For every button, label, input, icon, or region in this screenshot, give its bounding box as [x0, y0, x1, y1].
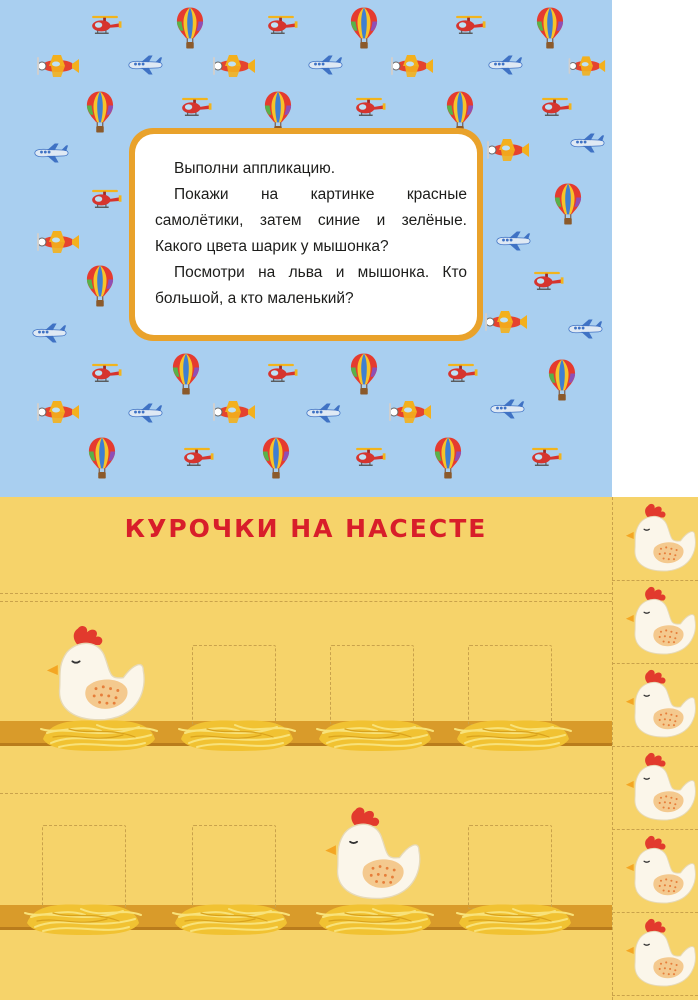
activity-title: КУРОЧКИ НА НАСЕСТЕ [124, 514, 488, 543]
hen-icon [320, 805, 426, 905]
propeller-plane-icon [484, 136, 530, 164]
propeller-plane-icon [34, 52, 80, 80]
instruction-line-2: Покажи на картинке красные самолётики, затем синие и зелёные. Какого цвета шарик у мышонка? [155, 186, 467, 255]
instruction-text [155, 156, 467, 312]
nest-icon [314, 897, 436, 937]
jet-plane-icon [126, 54, 164, 76]
jet-plane-icon [568, 132, 606, 154]
hot-air-balloon-icon [554, 182, 582, 226]
hen-sticker[interactable] [612, 497, 698, 581]
jet-plane-icon [304, 402, 342, 424]
hot-air-balloon-icon [434, 436, 462, 480]
hot-air-balloon-icon [86, 264, 114, 308]
propeller-plane-icon [210, 52, 256, 80]
guide-line-top [0, 593, 612, 594]
hot-air-balloon-icon [176, 6, 204, 50]
helicopter-icon [176, 96, 214, 118]
jet-plane-icon [488, 398, 526, 420]
guide-line-top-2 [0, 601, 612, 602]
propeller-plane-icon [210, 398, 256, 426]
helicopter-icon [350, 96, 388, 118]
propeller-plane-icon [34, 228, 80, 256]
helicopter-icon [350, 446, 388, 468]
propeller-plane-icon [388, 52, 434, 80]
helicopter-icon [262, 362, 300, 384]
helicopter-icon [442, 362, 480, 384]
hen-sticker[interactable] [612, 580, 698, 664]
hot-air-balloon-icon [262, 436, 290, 480]
helicopter-icon [178, 446, 216, 468]
nest-icon [452, 713, 574, 753]
jet-plane-icon [494, 230, 532, 252]
propeller-plane-icon [34, 398, 80, 426]
jet-plane-icon [126, 402, 164, 424]
hot-air-balloon-icon [536, 6, 564, 50]
jet-plane-icon [32, 142, 70, 164]
nest-icon [176, 713, 298, 753]
helicopter-icon [536, 96, 574, 118]
hen-activity-panel [0, 497, 698, 1000]
helicopter-icon [86, 14, 124, 36]
hot-air-balloon-icon [350, 6, 378, 50]
helicopter-icon [526, 446, 564, 468]
hen-icon [622, 503, 698, 575]
instruction-card-inner [135, 134, 477, 335]
helicopter-icon [528, 270, 566, 292]
hot-air-balloon-icon [172, 352, 200, 396]
jet-plane-icon [306, 54, 344, 76]
helicopter-icon [450, 14, 488, 36]
hen-sticker[interactable] [612, 663, 698, 747]
instruction-line-3: Посмотри на льва и мышонка. Кто большой, а кто маленький? [155, 264, 467, 307]
nest-icon [454, 897, 576, 937]
helicopter-icon [262, 14, 300, 36]
hen-icon [622, 835, 698, 907]
hen-sticker[interactable] [612, 829, 698, 913]
hot-air-balloon-icon [548, 358, 576, 402]
propeller-plane-icon [566, 52, 606, 80]
hen-icon [622, 669, 698, 741]
jet-plane-icon [486, 54, 524, 76]
propeller-plane-icon [482, 308, 528, 336]
hot-air-balloon-icon [350, 352, 378, 396]
hen-sticker[interactable] [612, 746, 698, 830]
helicopter-icon [86, 188, 124, 210]
propeller-plane-icon [386, 398, 432, 426]
hen-icon [622, 918, 698, 990]
guide-line-middle [0, 793, 612, 794]
hen-icon [622, 752, 698, 824]
nest-icon [22, 897, 144, 937]
nest-icon [38, 713, 160, 753]
instruction-line-1: Выполни аппликацию. [174, 160, 336, 177]
hen-icon [40, 625, 152, 725]
hen-icon [622, 586, 698, 658]
hen-sticker[interactable] [612, 912, 698, 996]
jet-plane-icon [566, 318, 604, 340]
hot-air-balloon-icon [86, 90, 114, 134]
instruction-card [129, 128, 483, 341]
nest-icon [314, 713, 436, 753]
hot-air-balloon-icon [88, 436, 116, 480]
jet-plane-icon [30, 322, 68, 344]
nest-icon [170, 897, 292, 937]
sky-pattern-panel [0, 0, 612, 497]
helicopter-icon [86, 362, 124, 384]
